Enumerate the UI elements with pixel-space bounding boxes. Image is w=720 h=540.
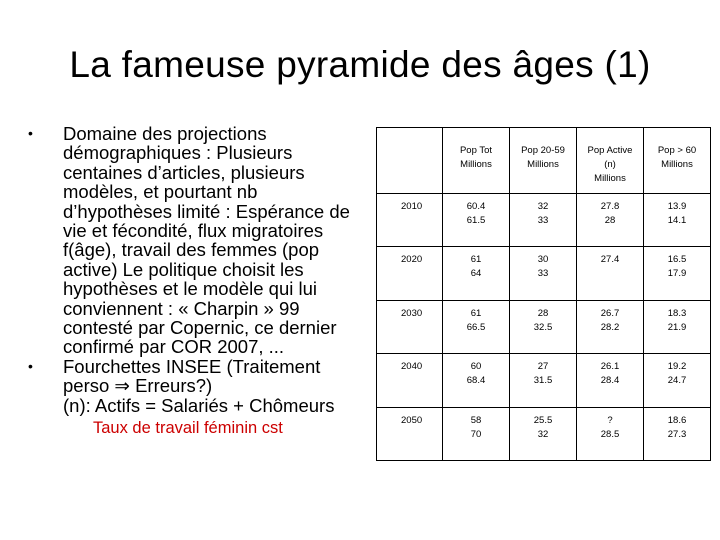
bullet-icon: • (28, 357, 33, 374)
bullet-item-projections (28, 124, 368, 357)
table-row (377, 354, 711, 407)
table-cell: 27 31.5 (510, 354, 577, 407)
year-cell: 2040 (377, 354, 443, 407)
year-cell: 2010 (377, 194, 443, 247)
red-note: Taux de travail féminin cst (93, 419, 283, 438)
table-cell: 32 33 (510, 194, 577, 247)
projection-table (376, 127, 711, 461)
table-cell: 27.8 28 (577, 194, 644, 247)
header-empty-cell (377, 128, 443, 194)
table-cell: 28 32.5 (510, 300, 577, 353)
header-pop-tot: Pop Tot Millions (443, 128, 510, 194)
table-cell: 30 33 (510, 247, 577, 300)
table-row (377, 407, 711, 460)
bullet-text-projections: Domaine des projections démographiques : Plusieurs centaines d’articles, plusieurs modèles, et pourtant nb d’hypothèses limité : Espérance de vie et fécondité, flux migratoires f(âge), travail des femmes (pop active) Le politique choisit les hypothèses et le modèle qui lui conviennent : « Charpin » 99 contesté par Copernic, ce dernier confirmé par COR 2007, ... (63, 123, 350, 358)
header-pop-20-59: Pop 20-59 Millions (510, 128, 577, 194)
table-cell: 18.6 27.3 (644, 407, 711, 460)
table-cell: 13.9 14.1 (644, 194, 711, 247)
table-header-row (377, 128, 711, 194)
table-cell: 60 68.4 (443, 354, 510, 407)
table-cell: 26.7 28.2 (577, 300, 644, 353)
implies-arrow-icon: ⇒ (114, 375, 130, 397)
table-cell: 58 70 (443, 407, 510, 460)
year-cell: 2030 (377, 300, 443, 353)
table-cell: 61 66.5 (443, 300, 510, 353)
bullet-item-insee (28, 357, 368, 396)
table-cell: 16.5 17.9 (644, 247, 711, 300)
table-cell: 61 64 (443, 247, 510, 300)
table-row (377, 300, 711, 353)
year-cell: 2020 (377, 247, 443, 300)
table-cell: 26.1 28.4 (577, 354, 644, 407)
bullet-subline-actifs: (n): Actifs = Salariés + Chômeurs (63, 394, 335, 416)
bullet-text-insee-prefix: Fourchettes INSEE (Traitement perso (63, 355, 321, 397)
table-cell: 60.4 61.5 (443, 194, 510, 247)
header-pop-active: Pop Active (n) Millions (577, 128, 644, 194)
table-row (377, 247, 711, 300)
table-cell: 27.4 (577, 247, 644, 300)
year-cell: 2050 (377, 407, 443, 460)
bullet-text-insee-suffix: Erreurs?) (129, 375, 213, 397)
table-row (377, 194, 711, 247)
slide-title: La fameuse pyramide des âges (1) (69, 44, 651, 85)
table-cell: 19.2 24.7 (644, 354, 711, 407)
table-cell: ? 28.5 (577, 407, 644, 460)
table-cell: 18.3 21.9 (644, 300, 711, 353)
header-pop-60: Pop > 60 Millions (644, 128, 711, 194)
bullet-list (28, 124, 368, 438)
bullet-icon: • (28, 125, 33, 141)
table-cell: 25.5 32 (510, 407, 577, 460)
